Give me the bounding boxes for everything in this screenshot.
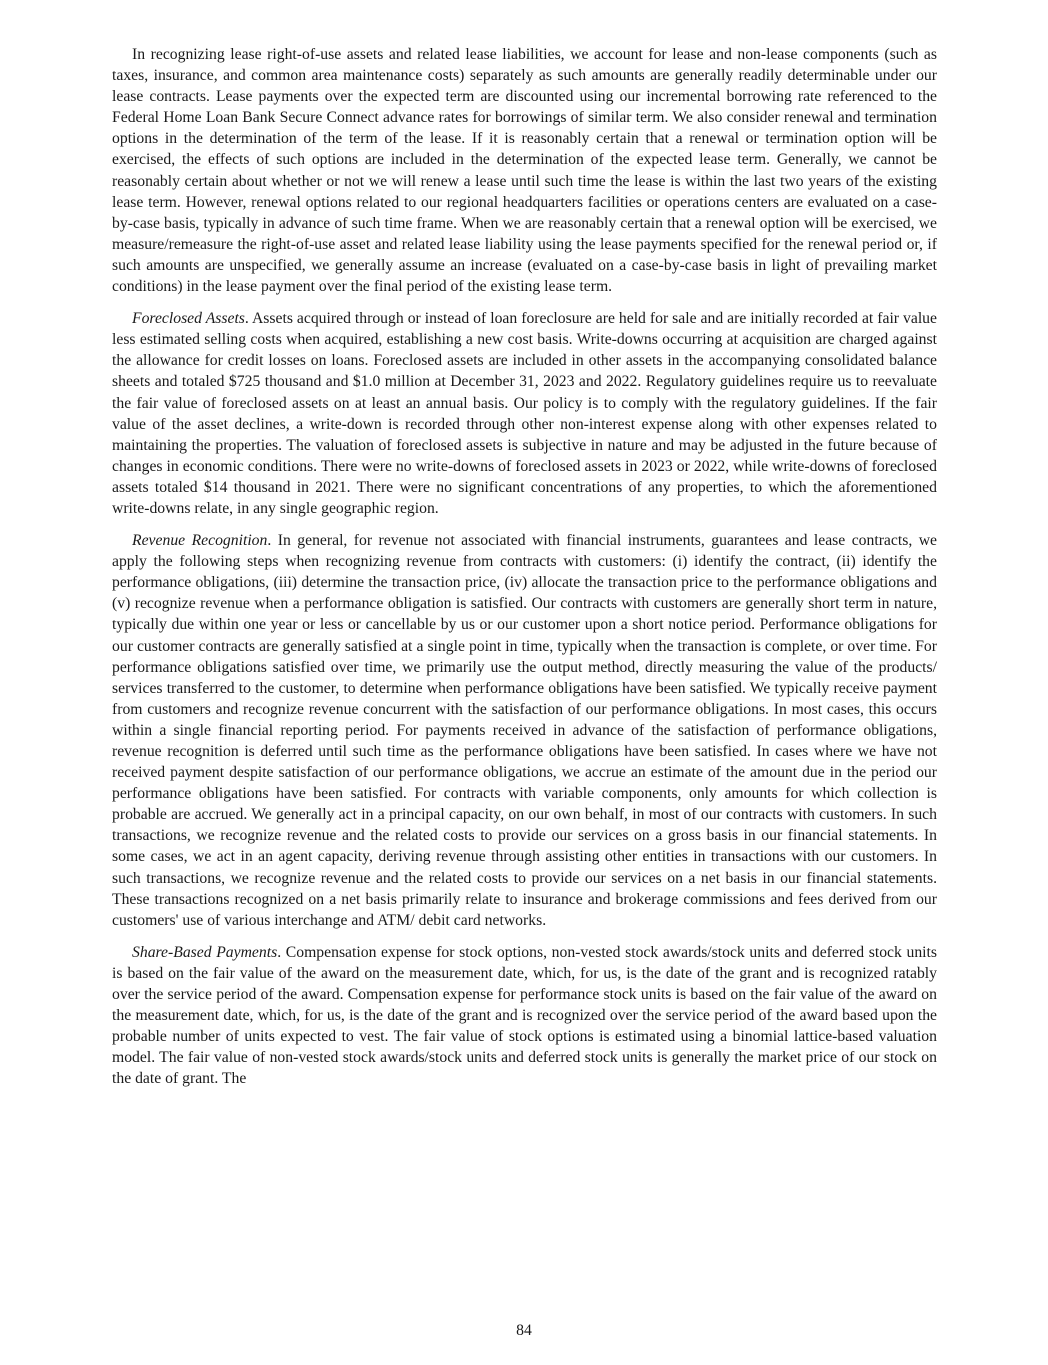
paragraph-text: In recognizing lease right-of-use assets and related lease liabilities, we account for lease and non-lease components (such as taxes, insurance, and common area maintenance costs) separately as such amounts are generally readily determinable under our lease contracts. Lease payments over the expected term are discounted using our incremental borrowing rate referenced to the Federal Home Loan Bank Secure Connect advance rates for borrowings of similar term. We also consider renewal and termination options in the determination of the term of the lease. If it is reasonably certain that a renewal or termination option will be exercised, the effects of such options are included in the determination of the expected lease term. Generally, we cannot be reasonably certain about whether or not we will renew a lease until such time the lease is within the last two years of the existing lease term. However, renewal options related to our regional headquarters facilities or operations centers are evaluated on a case-by-case basis, typically in advance of such time frame. When we are reasonably certain that a renewal option will be exercised, we measure/remeasure the right-of-use asset and related lease liability using the lease payments specified for the renewal period or, if such amounts are unspecified, we generally assume an increase (evaluated on a case-by-case basis in light of prevailing market conditions) in the lease payment over the final period of the existing lease term.: [112, 46, 937, 296]
paragraph-foreclosed-assets: [112, 308, 937, 519]
page-number: 84: [516, 1322, 532, 1339]
section-heading: Revenue Recognition: [132, 532, 268, 550]
paragraph-share-based-payments: [112, 942, 937, 1090]
section-heading: Foreclosed Assets: [132, 310, 245, 328]
paragraph-revenue-recognition: [112, 530, 937, 931]
paragraph-lease-recognition: [112, 44, 937, 297]
paragraph-text: . In general, for revenue not associated with financial instruments, guarantees and lease contracts, we apply the following steps when recognizing revenue from contracts with customers: (i) identify the contract, (ii) identify the performance obligations, (iii) determine the transaction price, (iv) allocate the transaction price to the performance obligations and (v) recognize revenue when a performance obligation is satisfied. Our contracts with customers are generally short term in nature, typically due within one year or less or cancellable by us or our customer upon a short notice period. Performance obligations for our customer contracts are generally satisfied at a single point in time, typically when the transaction is complete, or over time. For performance obligations satisfied over time, we primarily use the output method, directly measuring the value of the products/ services transferred to the customer, to determine when performance obligations have been satisfied. We typically receive payment from customers and recognize revenue concurrent with the satisfaction of our performance obligations. In most cases, this occurs within a single financial reporting period. For payments received in advance of the satisfaction of performance obligations, revenue recognition is deferred until such time as the performance obligations have been satisfied. In cases where we have not received payment despite satisfaction of our performance obligations, we accrue an estimate of the amount due in the period our performance obligations have been satisfied. For contracts with variable components, only amounts for which collection is probable are accrued. We generally act in a principal capacity, on our own behalf, in most of our contracts with customers. In such transactions, we recognize revenue and the related costs to provide our services on a gross basis in our financial statements. In some cases, we act in an agent capacity, deriving revenue through assisting other entities in transactions with our customers. In such transactions, we recognize revenue and the related costs to provide our services on a net basis in our financial statements. These transactions recognized on a net basis primarily relate to insurance and brokerage commissions and fees derived from our customers' use of various interchange and ATM/ debit card networks.: [112, 532, 937, 929]
paragraph-text: . Assets acquired through or instead of loan foreclosure are held for sale and are initially recorded at fair value less estimated selling costs when acquired, establishing a new cost basis. Write-downs occurring at acquisition are charged against the allowance for credit losses on loans. Foreclosed assets are included in other assets in the accompanying consolidated balance sheets and totaled $725 thousand and $1.0 million at December 31, 2023 and 2022. Regulatory guidelines require us to reevaluate the fair value of foreclosed assets on at least an annual basis. Our policy is to comply with the regulatory guidelines. If the fair value of the asset declines, a write-down is recorded through other non-interest expense along with other expenses related to maintaining the properties. The valuation of foreclosed assets is subjective in nature and may be adjusted in the future because of changes in economic conditions. There were no write-downs of foreclosed assets in 2023 or 2022, while write-downs of foreclosed assets totaled $14 thousand in 2021. There were no significant concentrations of any properties, to which the aforementioned write-downs relate, in any single geographic region.: [112, 310, 937, 517]
section-heading: Share-Based Payments: [132, 943, 278, 961]
document-body: [112, 44, 937, 1101]
paragraph-text: . Compensation expense for stock options, non-vested stock awards/stock units and deferred stock units is based on the fair value of the award on the measurement date, which, for us, is the date of the grant and is recognized ratably over the service period of the award. Compensation expense for performance stock units is based on the fair value of the award on the measurement date, which, for us, is the date of the grant and is recognized over the service period of the award based upon the probable number of units expected to vest. The fair value of stock options is estimated using a binomial lattice-based valuation model. The fair value of non-vested stock awards/stock units and deferred stock units is generally the market price of our stock on the date of grant. The: [112, 943, 937, 1088]
